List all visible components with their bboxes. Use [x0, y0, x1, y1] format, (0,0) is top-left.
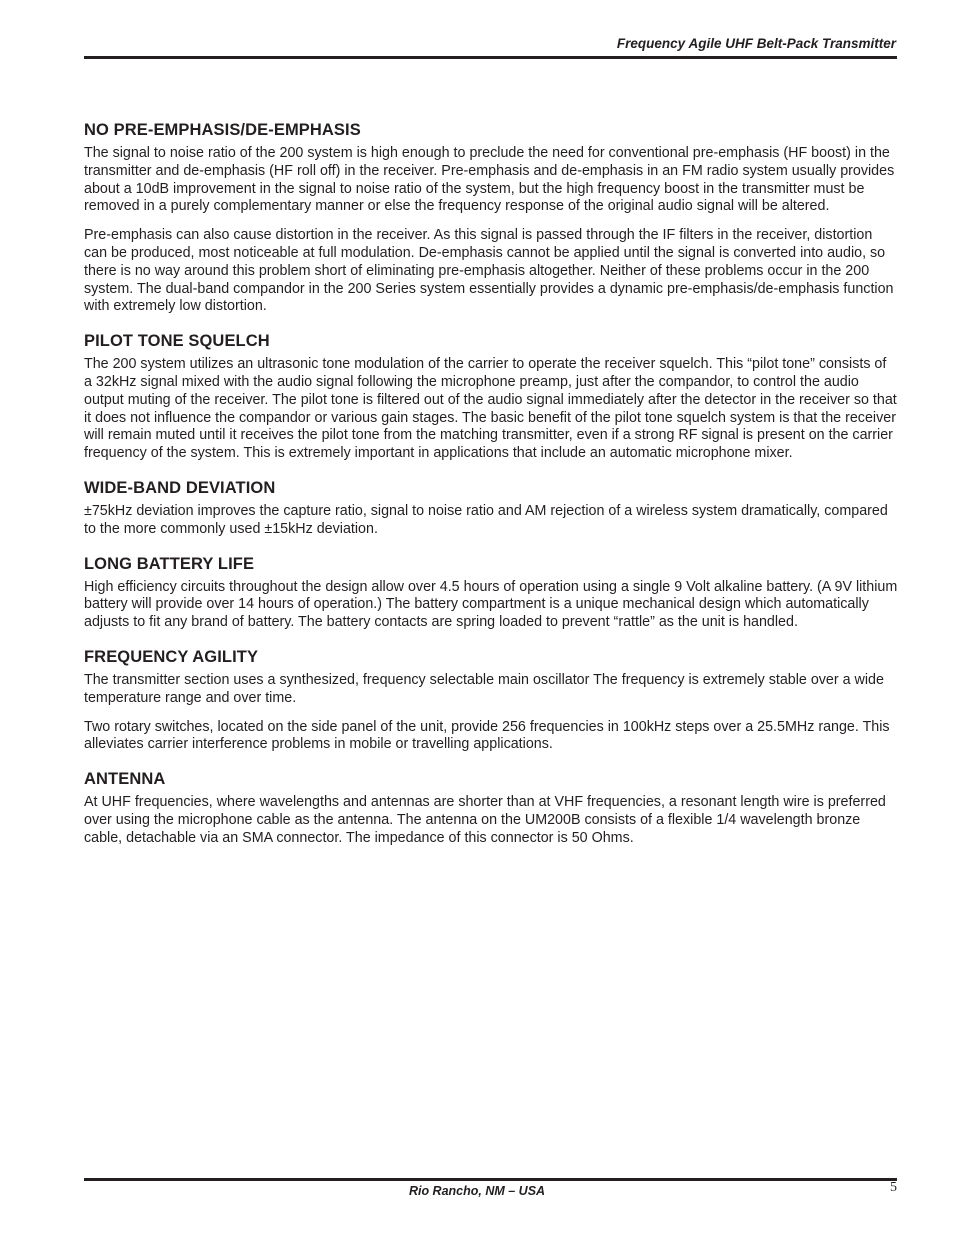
- section-pilot-tone-squelch: [84, 332, 898, 463]
- page-number: 5: [890, 1180, 897, 1195]
- section-heading: PILOT TONE SQUELCH: [84, 332, 270, 351]
- paragraph: High efficiency circuits throughout the design allow over 4.5 hours of operation using a single 9 Volt alkaline battery. (A 9V lithium battery will provide over 14 hours of operation.) The battery compartment is a unique mechanical design which automatically adjusts to fit any brand of battery. The battery contacts are spring loaded to prevent “rattle” as the unit is handled.: [84, 578, 898, 631]
- paragraph: Two rotary switches, located on the side panel of the unit, provide 256 frequencies in 100kHz steps over a 25.5MHz range. This alleviates carrier interference problems in mobile or travelling applications.: [84, 718, 890, 753]
- document-body: [84, 121, 898, 864]
- section-long-battery-life: [84, 555, 898, 632]
- section-heading: FREQUENCY AGILITY: [84, 647, 259, 666]
- paragraph: The signal to noise ratio of the 200 system is high enough to preclude the need for conventional pre-emphasis (HF boost) in the transmitter and de-emphasis (HF roll off) in the receiver. Pre-emphasis and de-emphasis in an FM radio system usually provides about a 10dB improvement in the signal to noise ratio of the system, but the high frequency boost in the transmitter must be removed in a purely complementary manner or else the frequency response of the original audio signal will be altered.: [84, 145, 895, 215]
- section-heading: NO PRE-EMPHASIS/DE-EMPHASIS: [84, 121, 361, 139]
- section-pre-emphasis: [84, 121, 898, 316]
- paragraph: The transmitter section uses a synthesized, frequency selectable main oscillator The frequency is extremely stable over a wide temperature range and over time.: [84, 671, 884, 706]
- paragraph: ±75kHz deviation improves the capture ratio, signal to noise ratio and AM rejection of a wireless system dramatically, compared to the more commonly used ±15kHz deviation.: [84, 502, 888, 537]
- section-heading: WIDE-BAND DEVIATION: [84, 478, 276, 497]
- section-heading: LONG BATTERY LIFE: [84, 554, 255, 573]
- section-antenna: [84, 770, 898, 847]
- header-rule: [84, 56, 897, 59]
- page-header-title: Frequency Agile UHF Belt-Pack Transmitter: [616, 36, 896, 51]
- footer-location: Rio Rancho, NM – USA: [408, 1184, 546, 1198]
- paragraph: At UHF frequencies, where wavelengths and antennas are shorter than at VHF frequencies, a resonant length wire is preferred over using the microphone cable as the antenna. The antenna on the UM200B consists of a flexible 1/4 wavelength bronze cable, detachable via an SMA connector. The impedance of this connector is 50 Ohms.: [84, 794, 886, 846]
- section-frequency-agility: [84, 648, 898, 754]
- paragraph: Pre-emphasis can also cause distortion in the receiver. As this signal is passed through the IF filters in the receiver, distortion can be produced, most noticeable at full modulation. De-emphasis cannot be applied until the signal is converted into audio, so there is no way around this problem short of eliminating pre-emphasis altogether. Neither of these problems occur in the 200 system. The dual-band compandor in the 200 Series system essentially provides a dynamic pre-emphasis/de-emphasis function with extremely low distortion.: [84, 227, 894, 315]
- paragraph: The 200 system utilizes an ultrasonic tone modulation of the carrier to operate the receiver squelch. This “pilot tone” consists of a 32kHz signal mixed with the audio signal following the microphone preamp, just after the compandor, to control the audio output muting of the receiver. The pilot tone is filtered out of the audio signal immediately after the detector in the receiver so that it does not influence the compandor or various gain stages. The basic benefit of the pilot tone squelch system is that the receiver will remain muted until it receives the pilot tone from the matching transmitter, even if a strong RF signal is present on the carrier frequency of the system. This is extremely important in applications that include an automatic microphone mixer.: [84, 356, 897, 462]
- section-heading: ANTENNA: [84, 770, 166, 789]
- section-wide-band-deviation: [84, 479, 898, 539]
- footer-rule: [84, 1178, 897, 1181]
